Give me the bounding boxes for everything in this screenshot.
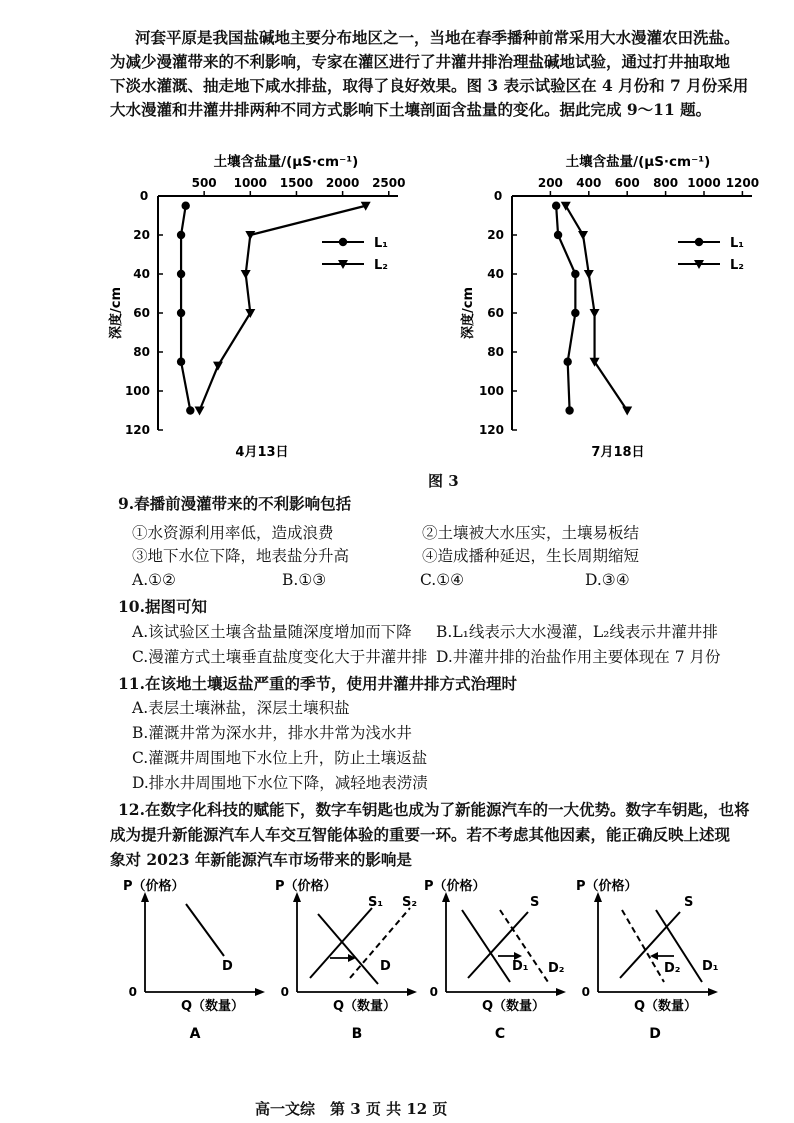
graph-letter: D bbox=[649, 1026, 661, 1042]
x-tick-label: 0 bbox=[139, 189, 149, 203]
quantity-axis-arrow bbox=[708, 988, 718, 996]
q9-statement-4: ④造成播种延迟，生长周期缩短 bbox=[422, 547, 640, 565]
data-point-l2 bbox=[213, 362, 223, 371]
q10-option-a[interactable]: A.该试验区土壤含盐量随深度增加而下降 bbox=[132, 623, 412, 641]
y-tick-label: 80 bbox=[487, 345, 504, 359]
q12-graphs bbox=[0, 872, 794, 1042]
data-point-l1 bbox=[571, 309, 579, 317]
y-tick-label: 80 bbox=[133, 345, 150, 359]
y-tick-label: 20 bbox=[133, 228, 150, 242]
q9-stem: 9.春播前漫灌带来的不利影响包括 bbox=[118, 494, 352, 513]
data-point-l2 bbox=[195, 407, 205, 416]
data-point-l1 bbox=[177, 358, 185, 366]
graph-B bbox=[275, 878, 417, 1042]
y-axis-label: 深度/cm bbox=[461, 286, 476, 340]
price-axis-label: P（价格） bbox=[275, 879, 337, 894]
x-tick-label: 200 bbox=[537, 176, 563, 190]
curve-label: D₂ bbox=[664, 961, 681, 976]
data-point-l2 bbox=[584, 270, 594, 279]
data-point-l2 bbox=[622, 407, 632, 416]
q12-stem-line-1: 12.在数字化科技的赋能下，数字车钥匙也成为了新能源汽车的一大优势。数字车钥匙，也将 bbox=[118, 800, 750, 819]
x-tick-label: 2000 bbox=[325, 176, 360, 190]
series-line-2 bbox=[200, 206, 366, 411]
curve-label: D₁ bbox=[702, 959, 719, 974]
curve-1 bbox=[186, 904, 224, 956]
figure-3 bbox=[0, 140, 794, 513]
x-tick-label: 1200 bbox=[725, 176, 760, 190]
q9-statement-1: ①水资源利用率低，造成浪费 bbox=[132, 524, 334, 542]
data-point-l1 bbox=[554, 231, 562, 239]
shift-arrowhead bbox=[650, 952, 658, 960]
x-axis-label: 土壤含盐量/(μS·cm⁻¹) bbox=[565, 154, 711, 170]
x-tick-label: 400 bbox=[576, 176, 602, 190]
data-point-l2 bbox=[578, 231, 588, 240]
graph-D bbox=[576, 878, 719, 1042]
origin-label: 0 bbox=[280, 985, 289, 999]
q9-statement-2: ②土壤被大水压实，土壤易板结 bbox=[422, 524, 640, 542]
data-point-l1 bbox=[571, 270, 579, 278]
figure-caption: 图 3 bbox=[428, 472, 459, 490]
curve-label: D bbox=[222, 959, 233, 974]
y-tick-label: 100 bbox=[124, 384, 150, 398]
legend-marker bbox=[339, 238, 347, 246]
chart-2 bbox=[460, 153, 759, 460]
data-point-l2 bbox=[561, 202, 571, 211]
data-point-l1 bbox=[186, 406, 194, 414]
data-point-l2 bbox=[241, 270, 251, 279]
x-tick-label: 600 bbox=[614, 176, 640, 190]
price-axis-label: P（价格） bbox=[424, 879, 486, 894]
y-axis-label: 深度/cm bbox=[109, 286, 124, 340]
intro-line-1: 河套平原是我国盐碱地主要分布地区之一，当地在春季播种前常采用大水漫灌农田洗盐。 bbox=[104, 28, 740, 47]
graph-C bbox=[424, 878, 566, 1042]
data-point-l1 bbox=[563, 358, 571, 366]
q10-option-b[interactable]: B.L₁线表示大水漫灌，L₂线表示井灌井排 bbox=[436, 623, 718, 641]
legend-label: L₂ bbox=[730, 258, 744, 273]
origin-label: 0 bbox=[128, 985, 137, 999]
graph-letter: B bbox=[351, 1026, 363, 1042]
q11-option-a[interactable]: A.表层土壤淋盐，深层土壤积盐 bbox=[132, 699, 350, 717]
curve-2 bbox=[462, 910, 510, 982]
q11-option-b[interactable]: B.灌溉井常为深水井，排水井常为浅水井 bbox=[132, 724, 412, 742]
q12-stem-line-2: 成为提升新能源汽车人车交互智能体验的重要一环。若不考虑其他因素，能正确反映上述现 bbox=[110, 825, 731, 844]
q9-option-b[interactable]: B.①③ bbox=[282, 571, 327, 589]
price-axis-label: P（价格） bbox=[123, 879, 185, 894]
q9-option-d[interactable]: D.③④ bbox=[585, 571, 630, 589]
x-tick-label: 800 bbox=[653, 176, 679, 190]
y-tick-label: 20 bbox=[487, 228, 504, 242]
x-tick-label: 1000 bbox=[687, 176, 721, 190]
y-tick-label: 40 bbox=[133, 267, 150, 281]
intro-line-2: 为减少漫灌带来的不利影响，专家在灌区进行了井灌井排治理盐碱地试验，通过打井抽取地 bbox=[110, 52, 731, 71]
data-point-l1 bbox=[552, 202, 560, 210]
curve-label: S bbox=[530, 895, 540, 910]
x-tick-label: 500 bbox=[191, 176, 217, 190]
q9-statement-3: ③地下水位下降，地表盐分升高 bbox=[132, 547, 350, 565]
q10-stem: 10.据图可知 bbox=[118, 597, 207, 616]
graph-letter: C bbox=[494, 1026, 506, 1042]
curve-label: D bbox=[380, 959, 391, 974]
curve-2 bbox=[622, 910, 664, 982]
graph-A bbox=[123, 878, 265, 1042]
x-tick-label: 1000 bbox=[233, 176, 268, 190]
y-tick-label: 60 bbox=[487, 306, 504, 320]
q9-option-c[interactable]: C.①④ bbox=[420, 571, 465, 589]
legend-label: L₂ bbox=[374, 258, 388, 273]
legend-label: L₁ bbox=[730, 236, 744, 251]
intro-line-4: 大水漫灌和井灌井排两种不同方式影响下土壤剖面含盐量的变化。据此完成 9～11 题。 bbox=[110, 100, 712, 119]
data-point-l1 bbox=[565, 406, 573, 414]
curve-label: D₁ bbox=[512, 959, 529, 974]
intro-line-3: 下淡水灌溉、抽走地下咸水排盐，取得了良好效果。图 3 表示试验区在 4 月份和 7 月份采用 bbox=[110, 76, 749, 95]
curve-label: S₁ bbox=[368, 895, 384, 910]
quantity-axis-arrow bbox=[255, 988, 265, 996]
y-tick-label: 100 bbox=[478, 384, 504, 398]
price-axis-label: P（价格） bbox=[576, 879, 638, 894]
curve-label: S₂ bbox=[402, 895, 418, 910]
chart-1 bbox=[108, 153, 405, 460]
quantity-axis-label: Q（数量） bbox=[634, 999, 698, 1014]
quantity-axis-arrow bbox=[407, 988, 417, 996]
legend-marker bbox=[695, 238, 703, 246]
legend-label: L₁ bbox=[374, 236, 388, 251]
y-tick-label: 60 bbox=[133, 306, 150, 320]
q9-option-a[interactable]: A.①② bbox=[132, 571, 176, 589]
chart-title: 4月13日 bbox=[235, 445, 289, 460]
y-tick-label: 120 bbox=[478, 423, 504, 437]
origin-label: 0 bbox=[581, 985, 590, 999]
y-tick-label: 120 bbox=[124, 423, 150, 437]
data-point-l1 bbox=[177, 270, 185, 278]
q11-stem: 11.在该地土壤返盐严重的季节，使用井灌井排方式治理时 bbox=[118, 674, 517, 693]
curve-3 bbox=[318, 914, 378, 984]
quantity-axis-label: Q（数量） bbox=[181, 999, 245, 1014]
y-tick-label: 40 bbox=[487, 267, 504, 281]
graph-letter: A bbox=[189, 1026, 201, 1042]
q11-option-d[interactable]: D.排水井周围地下水位下降，减轻地表涝渍 bbox=[132, 774, 428, 792]
data-point-l1 bbox=[177, 309, 185, 317]
data-point-l2 bbox=[245, 231, 255, 240]
x-tick-label: 1500 bbox=[279, 176, 314, 190]
data-point-l2 bbox=[590, 309, 600, 318]
curve-label: S bbox=[684, 895, 694, 910]
x-tick-label: 0 bbox=[493, 189, 503, 203]
curve-label: D₂ bbox=[548, 961, 565, 976]
chart-title: 7月18日 bbox=[591, 445, 645, 460]
q10-option-c[interactable]: C.漫灌方式土壤垂直盐度变化大于井灌井排 bbox=[132, 648, 428, 666]
origin-label: 0 bbox=[429, 985, 438, 999]
q11-option-c[interactable]: C.灌溉井周围地下水位上升，防止土壤返盐 bbox=[132, 749, 428, 767]
quantity-axis-label: Q（数量） bbox=[333, 999, 397, 1014]
quantity-axis-arrow bbox=[556, 988, 566, 996]
x-tick-label: 2500 bbox=[372, 176, 406, 190]
page-footer: 高一文综 第 3 页 共 12 页 bbox=[255, 1100, 448, 1118]
data-point-l1 bbox=[177, 231, 185, 239]
data-point-l1 bbox=[181, 202, 189, 210]
q10-option-d[interactable]: D.井灌井排的治盐作用主要体现在 7 月份 bbox=[436, 648, 721, 666]
q12-stem-line-3: 象对 2023 年新能源汽车市场带来的影响是 bbox=[110, 850, 412, 869]
x-axis-label: 土壤含盐量/(μS·cm⁻¹) bbox=[213, 154, 359, 170]
quantity-axis-label: Q（数量） bbox=[482, 999, 546, 1014]
